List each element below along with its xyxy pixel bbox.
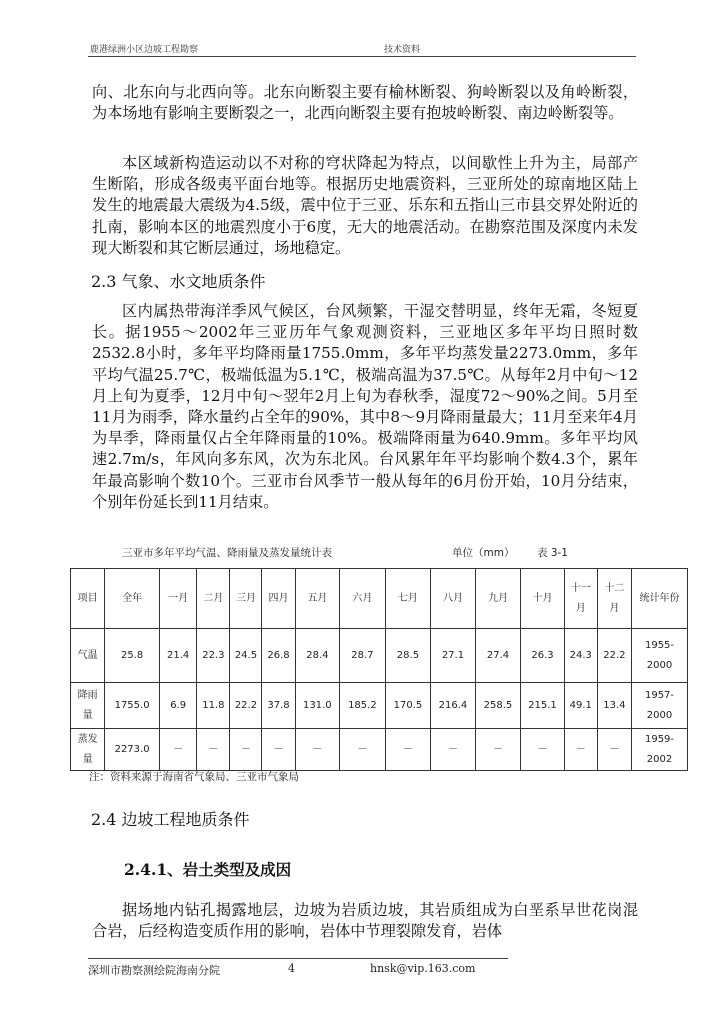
table-cell: － [230, 729, 262, 771]
table-cell: － [160, 729, 197, 771]
table-cell: 22.2 [230, 683, 262, 729]
table-header-cell: 五月 [295, 569, 340, 629]
table-row [71, 683, 688, 729]
table-cell: 28.5 [385, 629, 431, 683]
table-cell: － [340, 729, 386, 771]
table-row-label: 蒸发量 [71, 729, 105, 771]
table-header-row [71, 569, 688, 629]
climate-stats-table [70, 568, 688, 771]
table-cell: 28.7 [340, 629, 386, 683]
table-cell: 216.4 [431, 683, 476, 729]
table-row [71, 729, 688, 771]
table-row [71, 629, 688, 683]
table-cell: 22.3 [197, 629, 230, 683]
section-heading-2-4: 2.4 边坡工程地质条件 [91, 810, 250, 829]
table-cell: － [475, 729, 521, 771]
table-cell: 2273.0 [105, 729, 160, 771]
table-number: 表 3-1 [537, 547, 568, 559]
table-cell: － [431, 729, 476, 771]
header-doc-type: 技术资料 [384, 45, 421, 55]
table-cell: 170.5 [385, 683, 431, 729]
table-cell: － [564, 729, 597, 771]
footer-email: hnsk@vip.163.com [370, 962, 476, 975]
header-project-title: 鹿港绿洲小区边坡工程勘察 [90, 45, 199, 55]
table-header-cell: 八月 [431, 569, 476, 629]
subsection-heading-2-4-1: 2.4.1、岩土类型及成因 [124, 860, 292, 879]
table-header-cell: 十一月 [564, 569, 597, 629]
table-cell: 28.4 [295, 629, 340, 683]
table-cell: 26.8 [262, 629, 295, 683]
table-header-cell: 九月 [475, 569, 521, 629]
table-cell: － [385, 729, 431, 771]
table-cell: 24.5 [230, 629, 262, 683]
table-cell: 25.8 [105, 629, 160, 683]
table-cell: 131.0 [295, 683, 340, 729]
table-header-cell: 一月 [160, 569, 197, 629]
table-cell: 49.1 [564, 683, 597, 729]
paragraph-neotectonics: 本区域新构造运动以不对称的穹状降起为特点，以间歇性上升为主，局部产生断陷，形成各级夷平面台地等。根据历史地震资料，三亚所处的琼南地区陆上发生的地震最大震级为4.5级，震中位于三亚、乐东和五指山三市县交界处附近的扎南，影响本区的地震烈度小于6度，无大的地震活动。在勘察范围及深度内未发现大断裂和其它断层通过，场地稳定。 [92, 154, 638, 257]
table-row-label: 气温 [71, 629, 105, 683]
table-cell: 27.1 [431, 629, 476, 683]
paragraph-rock-types: 据场地内钻孔揭露地层，边坡为岩质边坡，其岩质组成为白垩系早世花岗混合岩，后经构造变质作用的影响，岩体中节理裂隙发育，岩体 [92, 901, 638, 941]
table-header-cell: 十月 [521, 569, 564, 629]
table-cell: 21.4 [160, 629, 197, 683]
table-cell: － [295, 729, 340, 771]
paragraph-climate: 区内属热带海洋季风气候区，台风频繁，干湿交替明显，终年无霜，冬短夏长。据1955～2002年三亚历年气象观测资料，三亚地区多年平均日照时数2532.8小时，多年平均降雨量1755.0mm，多年平均蒸发量2273.0mm，多年平均气温25.7℃，极端低温为5.1℃，极端高温为37.5℃。从每年2月中旬～12月上旬为夏季，12月中旬～翌年2月上旬为春秋季，湿度72～90%之间。5月至11月为雨季，降水量约占全年的90%，其中8～9月降雨量最大；11月至来年4月为旱季，降雨量仅占全年降雨量的10%。极端降雨量为640.9mm。多年平均风速2.7m/s，年风向多东风，次为东北风。台风累年年平均影响个数4.3个，累年年最高影响个数10个。三亚市台风季节一般从每年的6月份开始，10月分结束，个别年份延长到11月结束。 [92, 302, 638, 511]
table-row-label: 降雨量 [71, 683, 105, 729]
table-cell: － [262, 729, 295, 771]
table-cell: 185.2 [340, 683, 386, 729]
table-unit: 单位（mm） [452, 547, 515, 559]
table-cell: 37.8 [262, 683, 295, 729]
table-header-cell: 六月 [340, 569, 386, 629]
table-cell-years: 1955-2000 [632, 629, 688, 683]
header-divider [88, 56, 636, 57]
paragraph-fault-structures: 向、北东向与北西向等。北东向断裂主要有榆林断裂、狗岭断裂以及角岭断裂，为本场地有影响主要断裂之一，北西向断裂主要有抱坡岭断裂、南边岭断裂等。 [92, 83, 638, 123]
table-cell: － [597, 729, 631, 771]
table-body [71, 629, 688, 771]
table-cell: 26.3 [521, 629, 564, 683]
table-cell: 6.9 [160, 683, 197, 729]
table-header-cell: 十二月 [597, 569, 631, 629]
table-cell: 258.5 [475, 683, 521, 729]
footer-organization: 深圳市勘察测绘院海南分院 [88, 964, 220, 977]
table-header-cell: 七月 [385, 569, 431, 629]
table-header-cell: 三月 [230, 569, 262, 629]
table-cell: － [521, 729, 564, 771]
footer-page-number: 4 [288, 962, 295, 975]
table-cell: － [197, 729, 230, 771]
footer-divider [88, 958, 508, 959]
table-cell: 1755.0 [105, 683, 160, 729]
table-cell-years: 1957-2000 [632, 683, 688, 729]
section-heading-2-3: 2.3 气象、水文地质条件 [91, 272, 266, 291]
table-cell: 11.8 [197, 683, 230, 729]
table-title: 三亚市多年平均气温、降雨量及蒸发量统计表 [122, 547, 332, 559]
table-header-cell: 统计年份 [632, 569, 688, 629]
table-note: 注：资料来源于海南省气象局、三亚市气象局 [89, 771, 299, 783]
table-cell: 13.4 [597, 683, 631, 729]
table-header-cell: 四月 [262, 569, 295, 629]
table-header-cell: 全年 [105, 569, 160, 629]
page-header [88, 42, 636, 56]
table-header-cell: 项目 [71, 569, 105, 629]
table-header-cell: 二月 [197, 569, 230, 629]
table-cell: 215.1 [521, 683, 564, 729]
table-cell: 27.4 [475, 629, 521, 683]
table-cell-years: 1959-2002 [632, 729, 688, 771]
table-cell: 22.2 [597, 629, 631, 683]
table-cell: 24.3 [564, 629, 597, 683]
